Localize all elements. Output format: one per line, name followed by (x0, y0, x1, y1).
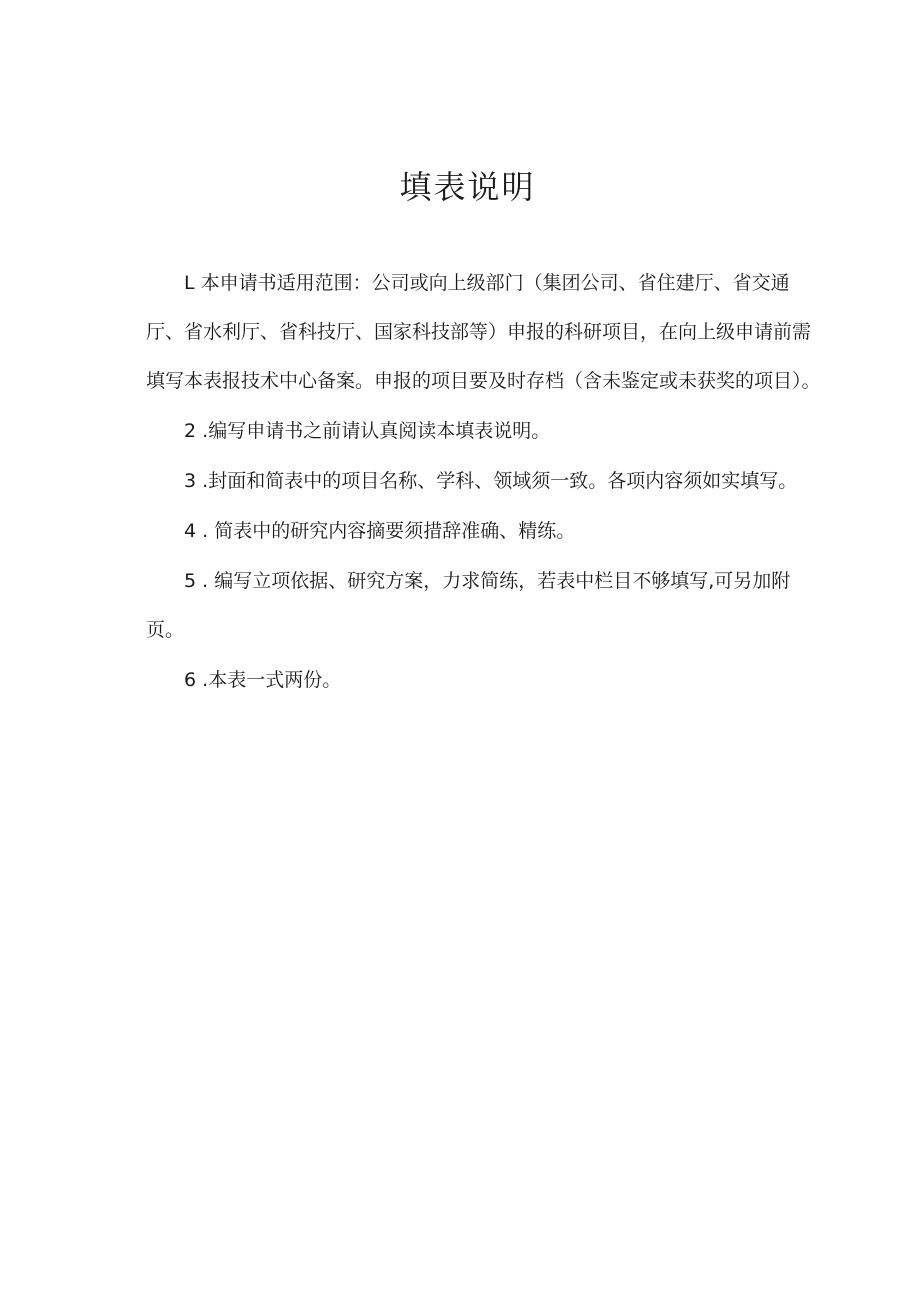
instruction-item-5 (146, 557, 822, 655)
item-text: 封面和简表中的项目名称、学科、领域须一致。各项内容须如实填写。 (208, 470, 798, 492)
item-number: 3 (184, 470, 197, 492)
item-text: 简表中的研究内容摘要须措辞准确、精练。 (214, 520, 576, 542)
instruction-item-4 (146, 507, 822, 556)
item-number: 6 (184, 669, 197, 691)
item-separator: . (196, 520, 215, 542)
instruction-item-3 (146, 457, 822, 506)
item-number: 5 (184, 570, 197, 592)
item-text: 本申请书适用范围：公司或向上级部门（集团公司、省住建厅、省交通厅、省水利厅、省科技厅、国家科技部等）申报的科研项目，在向上级申请前需填写本表报技术中心备案。申报的项目要及时存档（含未鉴定或未获奖的项目）。 (146, 272, 821, 392)
instruction-item-2 (146, 407, 822, 456)
item-number: 4 (184, 520, 197, 542)
item-separator: . (196, 470, 209, 492)
item-text: 本表一式两份。 (208, 669, 342, 691)
item-separator: . (196, 669, 209, 691)
item-separator: . (196, 570, 215, 592)
item-number: 2 (184, 420, 197, 442)
instruction-item-1 (146, 259, 822, 406)
item-text: 编写申请书之前请认真阅读本填表说明。 (208, 420, 551, 442)
instruction-item-6 (146, 656, 822, 705)
page-title: 填表说明 (399, 168, 536, 206)
instruction-list (146, 259, 822, 705)
item-number: L (184, 272, 195, 294)
item-separator: . (196, 420, 209, 442)
item-text: 编写立项依据、研究方案，力求简练，若表中栏目不够填写,可另加附页。 (146, 570, 791, 641)
